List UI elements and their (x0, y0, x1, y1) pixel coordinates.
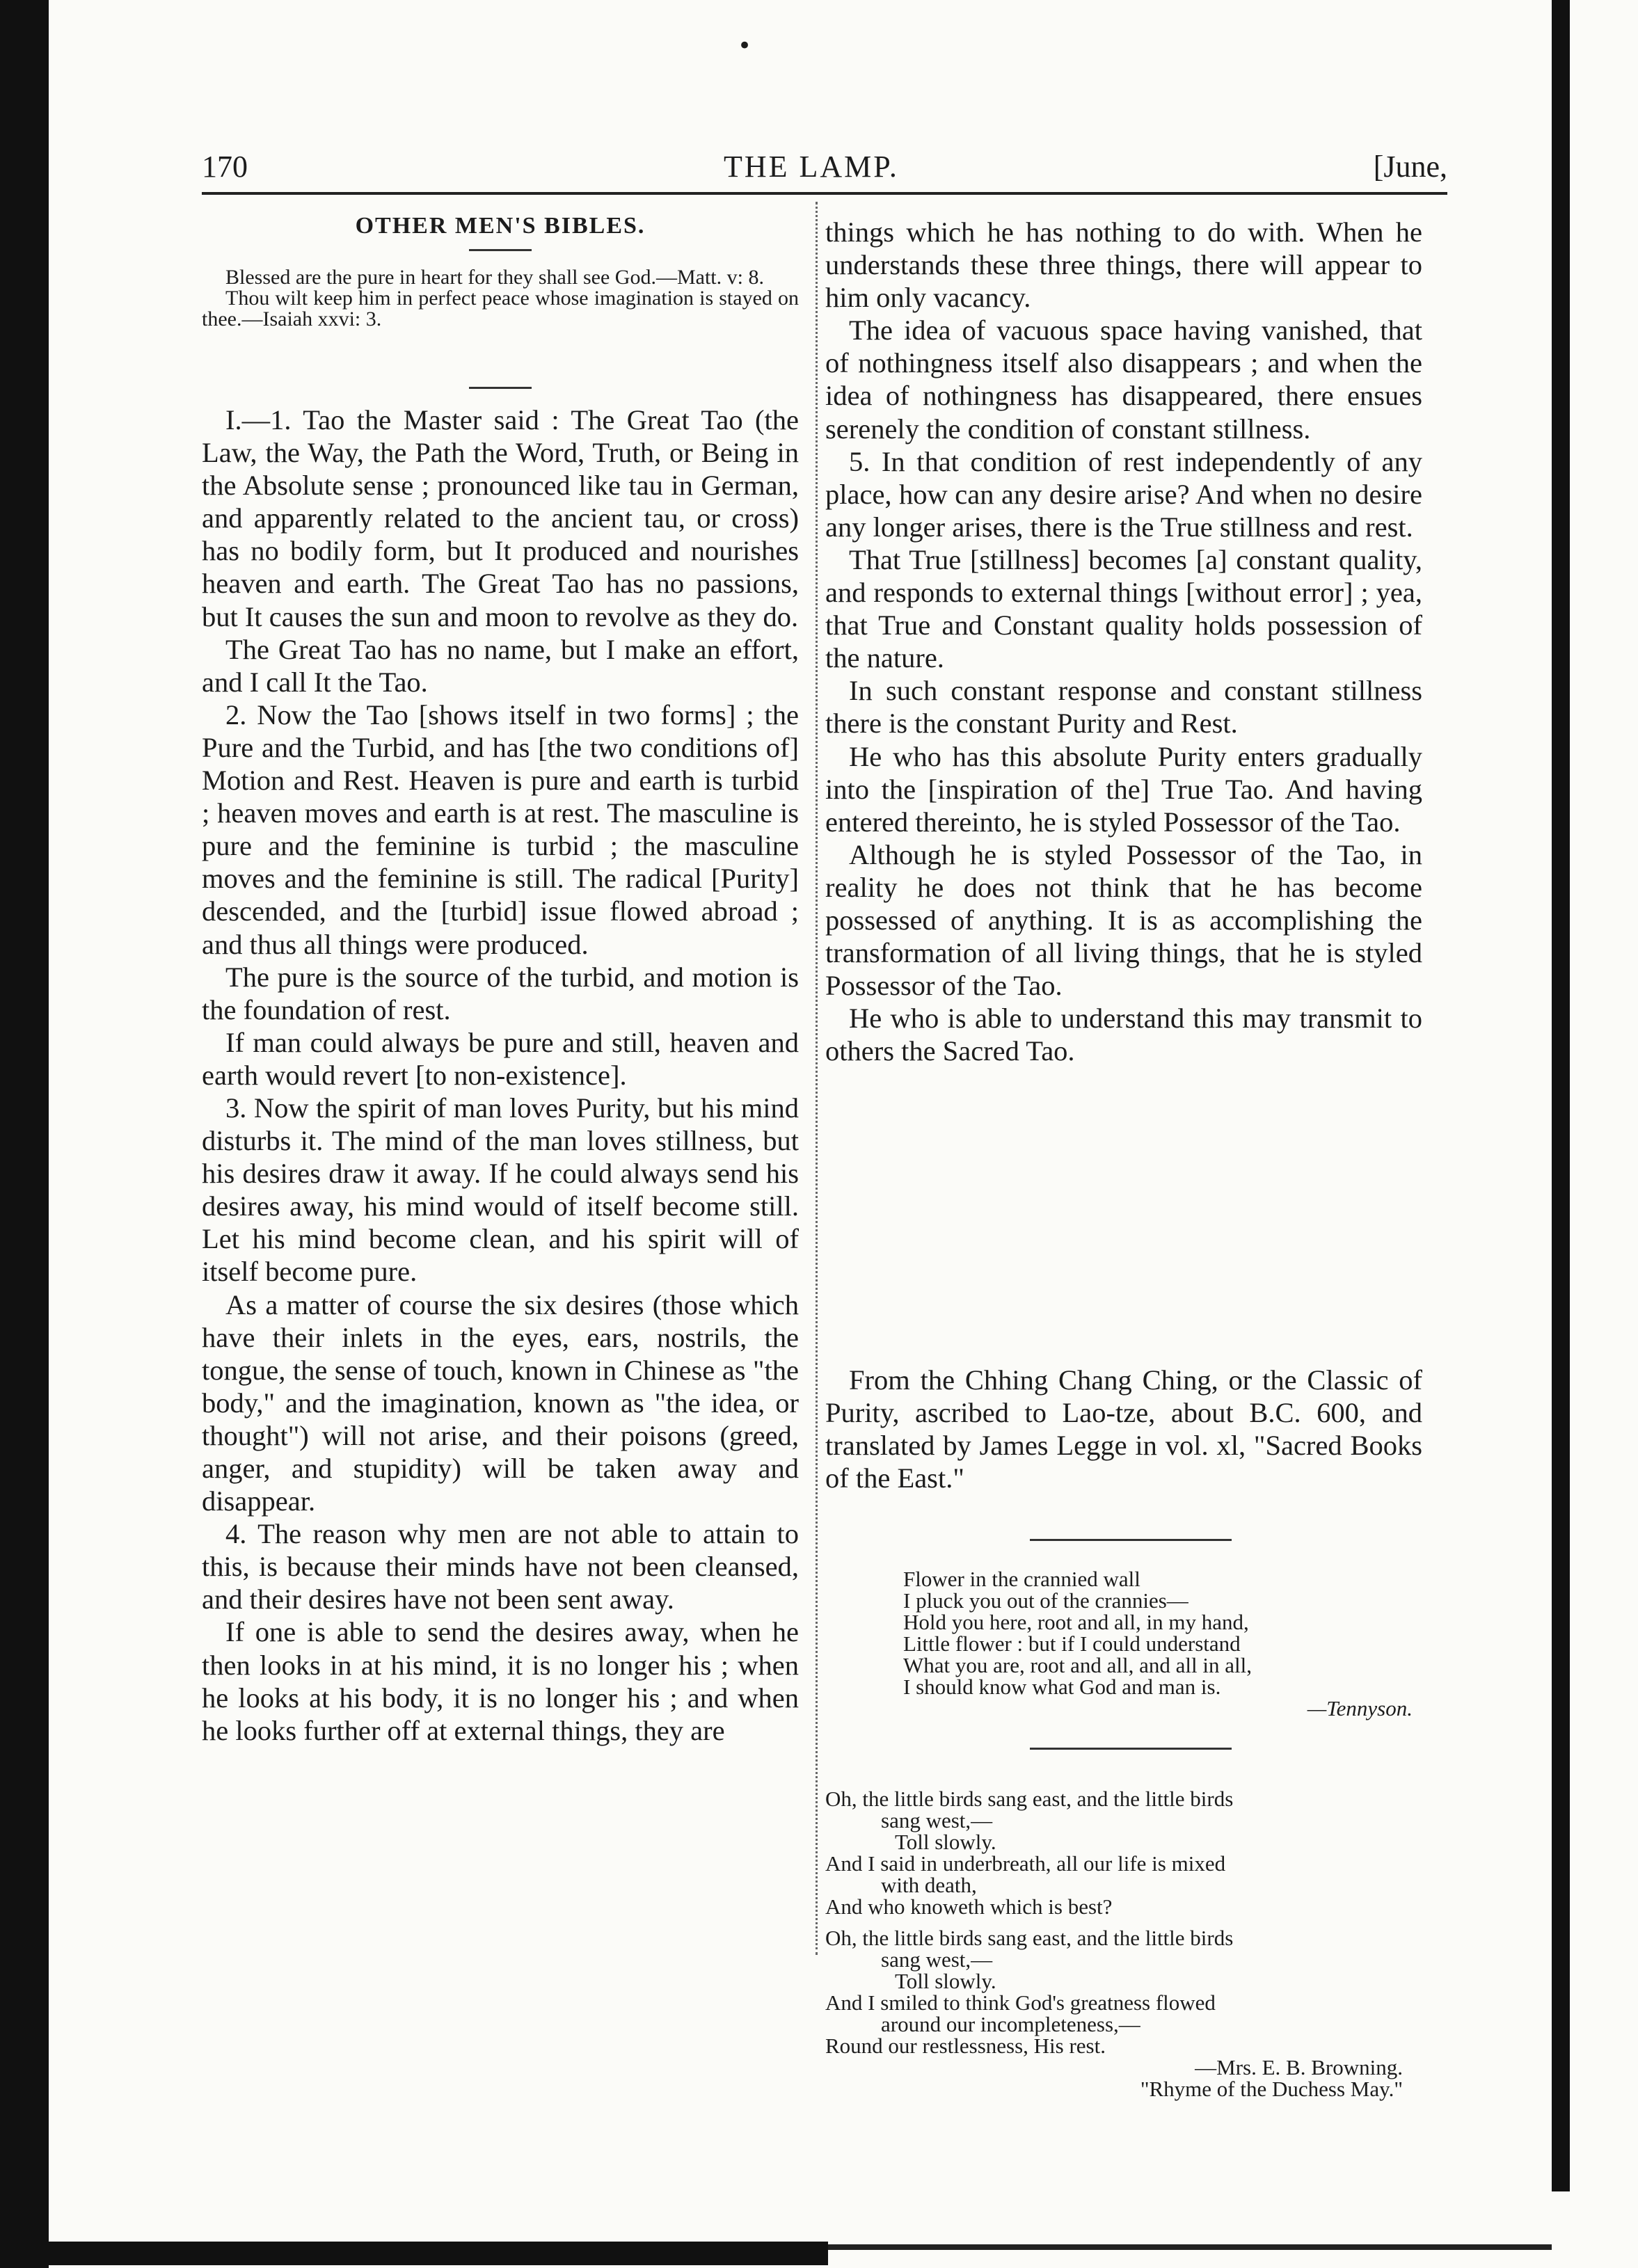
poem-rule (1030, 1539, 1232, 1541)
poem-line: And I smiled to think God's greatness flowed (825, 1990, 1216, 2015)
left-column (202, 404, 799, 1747)
paragraph: 2. Now the Tao [shows itself in two forms] ; the Pure and the Turbid, and has [the two conditions of] Motion and Rest. Heaven is pure and earth is turbid ; heaven moves and earth is at rest. The masculine is pure and the feminine is turbid ; the masculine moves and the feminine is still. The radical [Purity] descended, and the [turbid] issue flowed abroad ; and thus all things were produced. (202, 698, 799, 960)
running-header (202, 149, 1447, 191)
title-rule (469, 249, 532, 251)
poem-line: I should know what God and man is. (903, 1675, 1221, 1699)
poem-line: Oh, the little birds sang east, and the little birds (825, 1926, 1234, 1950)
paragraph: He who is able to understand this may transmit to others the Sacred Tao. (825, 1003, 1422, 1067)
epigraph: Thou wilt keep him in perfect peace whose imagination is stayed on thee.—Isaiah xxvi: 3. (202, 287, 799, 330)
poem-line: Oh, the little birds sang east, and the little birds (825, 1787, 1234, 1811)
column-divider (816, 202, 818, 1955)
source-note-block (825, 1364, 1422, 1494)
poem-attribution: —Mrs. E. B. Browning. (1195, 2055, 1403, 2079)
paragraph: The Great Tao has no name, but I make an effort, and I call It the Tao. (202, 633, 799, 698)
epigraphs (202, 267, 799, 330)
section-title: OTHER MEN'S BIBLES. (355, 213, 646, 239)
right-column (825, 216, 1422, 1067)
poem-line: sang west,— (881, 1808, 993, 1832)
ink-dot: • (738, 32, 752, 60)
page-number: 170 (202, 150, 248, 184)
poem-line: And I said in underbreath, all our life is mixed (825, 1851, 1226, 1876)
poem-line: And who knoweth which is best? (825, 1894, 1113, 1919)
poem-line: with death, (881, 1873, 977, 1897)
poem-line: Flower in the crannied wall (903, 1567, 1140, 1591)
poem-line: sang west,— (881, 1947, 993, 1972)
scan-bottom-edge (49, 2242, 828, 2265)
issue-month: [June, (1373, 150, 1447, 184)
poem-rule (1030, 1748, 1232, 1750)
paragraph: The idea of vacuous space having vanished, that of nothingness itself also disappears ; and when the idea of nothingness has disappeared, there ensues serenely the condition of constant stillness. (825, 314, 1422, 445)
paragraph: As a matter of course the six desires (those which have their inlets in the eyes, ears, nostrils, the tongue, the sense of touch, known in Chinese as "the body," and the imagination, known as "the idea, or thought") will not arise, and their poisons (greed, anger, and stupidity) will be taken away and disappear. (202, 1288, 799, 1517)
header-rule (202, 192, 1447, 195)
paragraph: He who has this absolute Purity enters gradually into the [inspiration of the] True Tao. And having entered thereinto, he is styled Possessor of the Tao. (825, 740, 1422, 838)
poem-line: Toll slowly. (895, 1830, 996, 1854)
paragraph: The pure is the source of the turbid, and motion is the foundation of rest. (202, 961, 799, 1025)
poem-line: around our incompleteness,— (881, 2012, 1140, 2036)
poem-browning (825, 1788, 1431, 2100)
poem-tennyson (898, 1568, 1413, 1719)
source-note: From the Chhing Chang Ching, or the Classic of Purity, ascribed to Lao-tze, about B.C. 600, and translated by James Legge in vol. xl, "Sacred Books of the East." (825, 1364, 1422, 1494)
paragraph: If one is able to send the desires away, when he then looks in at his mind, it is no longer his ; when he looks at his body, it is no longer his ; and when he looks further off at external things, they are (202, 1616, 799, 1746)
poem-line: Hold you here, root and all, in my hand, (903, 1610, 1249, 1634)
poem-source: "Rhyme of the Duchess May." (1140, 2077, 1403, 2101)
paragraph: things which he has nothing to do with. When he understands these three things, there will appear to him only vacancy. (825, 216, 1422, 314)
scan-left-edge (0, 0, 49, 2268)
poem-attribution: —Tennyson. (1307, 1696, 1413, 1720)
poem-line: Little flower : but if I could understand (903, 1631, 1241, 1656)
paragraph: That True [stillness] becomes [a] constant quality, and responds to external things [without error] ; yea, that True and Constant quality holds possession of the nature. (825, 543, 1422, 674)
scan-right-edge (1552, 0, 1570, 2191)
epigraph: Blessed are the pure in heart for they shall see God.—Matt. v: 8. (225, 266, 764, 289)
paragraph: 4. The reason why men are not able to attain to this, is because their minds have not been cleansed, and their desires have not been sent away. (202, 1518, 799, 1615)
paragraph: Although he is styled Possessor of the Tao, in reality he does not think that he has become possessed of anything. It is as accomplishing the transformation of all living things, that he is styled Possessor of the Tao. (825, 838, 1422, 1002)
poem-line: Round our restlessness, His rest. (825, 2034, 1106, 2058)
epigraph-rule (469, 387, 532, 389)
paragraph: 5. In that condition of rest independently of any place, how can any desire arise? And when no desire any longer arises, there is the True stillness and rest. (825, 445, 1422, 543)
journal-title: THE LAMP. (724, 150, 899, 184)
paragraph: In such constant response and constant stillness there is the constant Purity and Rest. (825, 675, 1422, 740)
paragraph: If man could always be pure and still, heaven and earth would revert [to non-existence]. (202, 1026, 799, 1091)
poem-line: Toll slowly. (895, 1969, 996, 1993)
scan-bottom-line (828, 2244, 1552, 2250)
poem-line: What you are, root and all, and all in all, (903, 1653, 1252, 1677)
poem-line: I pluck you out of the crannies— (903, 1588, 1188, 1613)
paragraph: I.—1. Tao the Master said : The Great Tao (the Law, the Way, the Path the Word, Truth, or Being in the Absolute sense ; pronounced like tau in German, and apparently related to the ancient tau, or cross) has no bodily form, but It produced and nourishes heaven and earth. The Great Tao has no passions, but It causes the sun and moon to revolve as they do. (202, 404, 799, 632)
paragraph: 3. Now the spirit of man loves Purity, but his mind disturbs it. The mind of the man loves stillness, but his desires draw it away. If he could always send his desires away, his mind would of itself become still. Let his mind become clean, and his spirit will of itself become pure. (202, 1092, 799, 1288)
